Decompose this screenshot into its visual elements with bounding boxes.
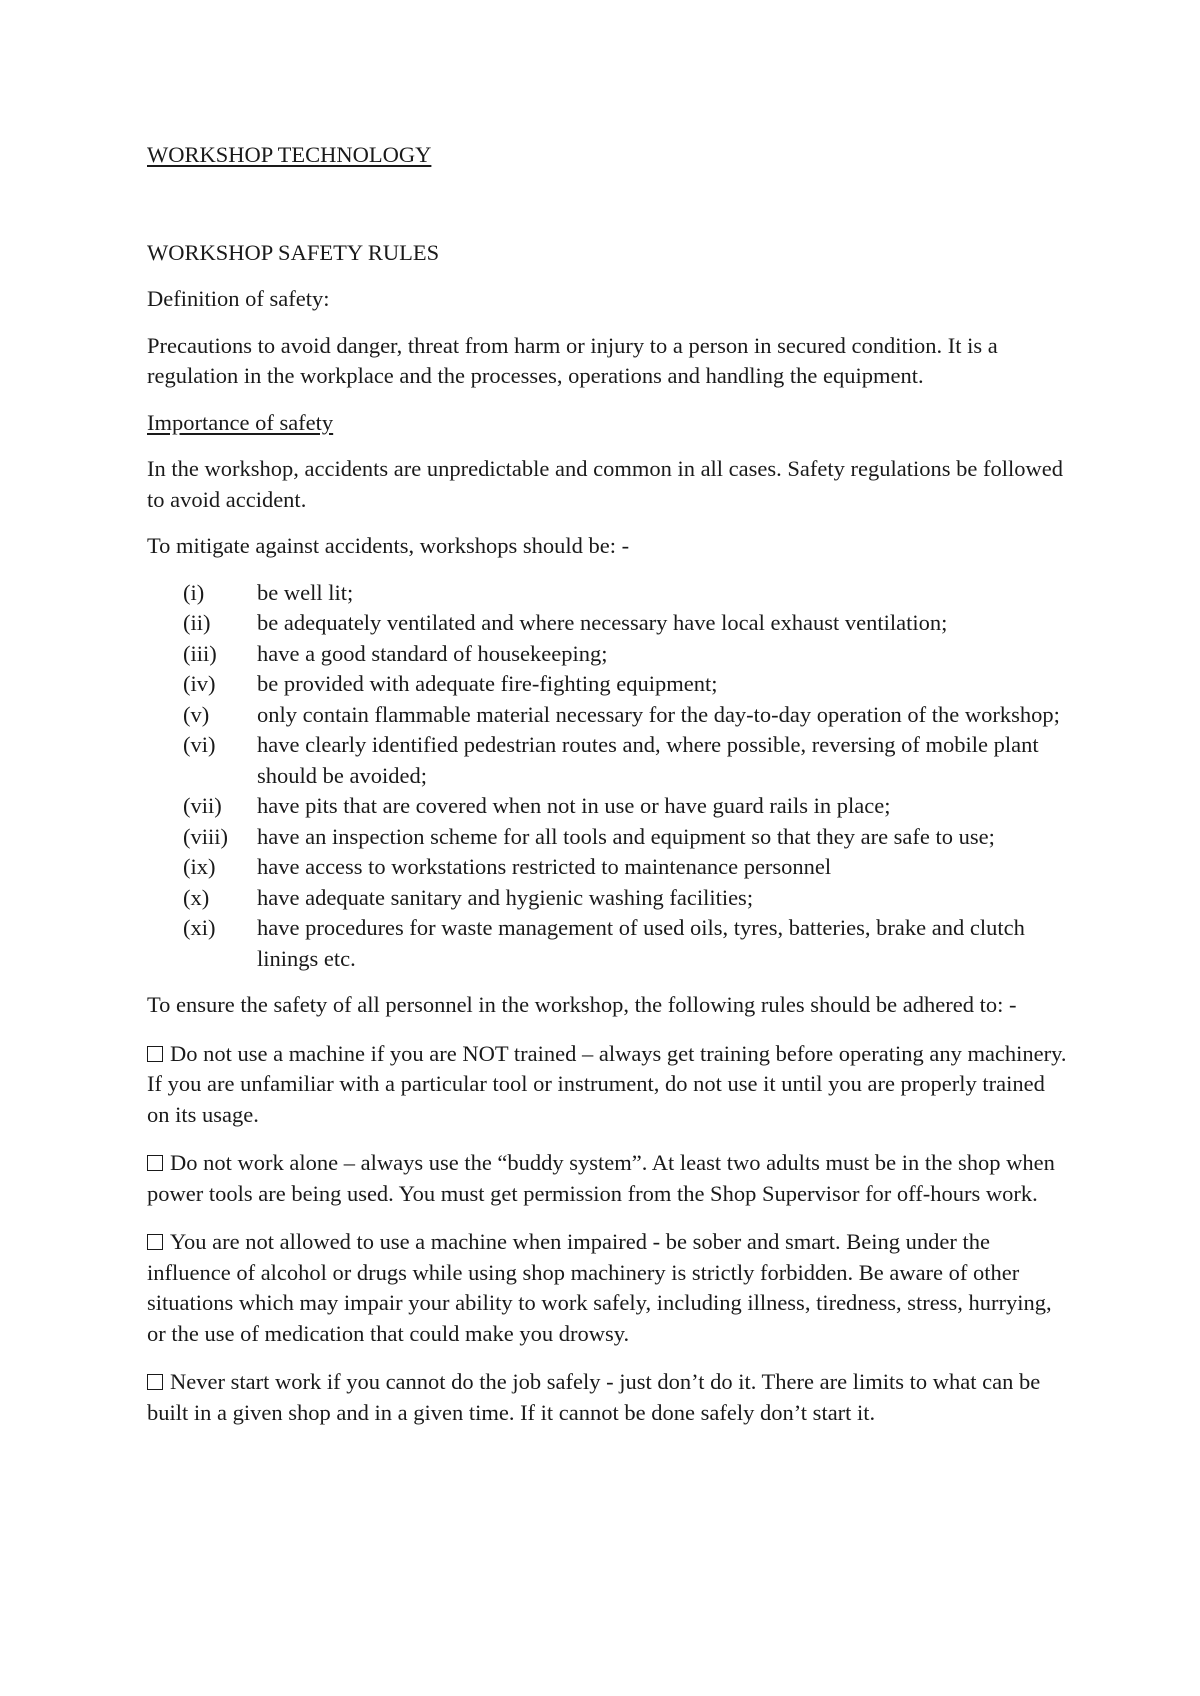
checkbox-icon — [147, 1155, 163, 1171]
list-item — [183, 639, 1067, 670]
list-item — [183, 822, 1067, 853]
list-item-text: only contain flammable material necessary for the day-to-day operation of the workshop; — [257, 701, 1060, 727]
rule-item — [147, 1227, 1067, 1349]
list-item — [183, 578, 1067, 609]
list-item-number: (x) — [183, 884, 210, 910]
list-item-text: be well lit; — [257, 579, 354, 605]
list-item-number: (ii) — [183, 610, 211, 635]
list-item — [183, 700, 1067, 731]
list-item — [183, 730, 1067, 791]
importance-heading: Importance of safety — [147, 409, 334, 435]
rule-item — [147, 1039, 1067, 1131]
list-item-number: (vi) — [183, 732, 216, 757]
checkbox-icon — [147, 1234, 163, 1250]
checkbox-icon — [147, 1046, 163, 1062]
checkbox-icon — [147, 1374, 163, 1390]
definition-text: Precautions to avoid danger, threat from harm or injury to a person in secured condition. It is a regulation in the workplace and the processes, operations and handling the equipment. — [147, 332, 998, 388]
list-item-number: (iv) — [183, 671, 216, 696]
document-page — [147, 140, 1067, 1428]
list-item-number: (v) — [183, 701, 210, 727]
list-item — [183, 791, 1067, 822]
rule-text: Do not work alone – always use the “buddy system”. At least two adults must be in the shop when power tools are being used. You must get permission from the Shop Supervisor for off-hours work. — [147, 1150, 1055, 1206]
list-item-text: have clearly identified pedestrian routes and, where possible, reversing of mobile plant should be avoided; — [257, 732, 1039, 788]
list-item-text: have access to workstations restricted to maintenance personnel — [257, 854, 832, 879]
list-item-number: (iii) — [183, 640, 217, 666]
rules-intro: To ensure the safety of all personnel in the workshop, the following rules should be adhered to: - — [147, 992, 1017, 1017]
list-item — [183, 608, 1067, 639]
requirements-list — [147, 578, 1067, 975]
list-item-text: have an inspection scheme for all tools and equipment so that they are safe to use; — [257, 823, 995, 849]
document-title: WORKSHOP TECHNOLOGY — [147, 142, 432, 167]
list-item — [183, 852, 1067, 883]
rule-item — [147, 1367, 1067, 1428]
list-item-number: (xi) — [183, 915, 216, 940]
importance-text: In the workshop, accidents are unpredictable and common in all cases. Safety regulations be followed to avoid accident. — [147, 456, 1063, 512]
list-item-text: have procedures for waste management of used oils, tyres, batteries, brake and clutch linings etc. — [257, 915, 1025, 971]
list-item-text: have a good standard of housekeeping; — [257, 640, 608, 666]
list-item-text: have adequate sanitary and hygienic washing facilities; — [257, 884, 754, 910]
mitigate-intro: To mitigate against accidents, workshops should be: - — [147, 533, 630, 558]
rule-text: You are not allowed to use a machine when impaired - be sober and smart. Being under the influence of alcohol or drugs while using shop machinery is strictly forbidden. Be aware of other situations which may impair your ability to work safely, including illness, tiredness, stress, hurrying, or the use of medication that could make you drowsy. — [147, 1229, 1052, 1346]
rule-item — [147, 1148, 1067, 1209]
list-item — [183, 913, 1067, 974]
rule-text: Do not use a machine if you are NOT trained – always get training before operating any machinery. If you are unfamiliar with a particular tool or instrument, do not use it until you are properly trained on its usage. — [147, 1040, 1067, 1127]
list-item-number: (vii) — [183, 793, 222, 818]
section-heading: WORKSHOP SAFETY RULES — [147, 239, 440, 265]
list-item-text: be provided with adequate fire-fighting equipment; — [257, 671, 718, 696]
list-item — [183, 669, 1067, 700]
list-item-number: (i) — [183, 579, 205, 605]
list-item-text: be adequately ventilated and where necessary have local exhaust ventilation; — [257, 610, 948, 635]
list-item-number: (viii) — [183, 823, 228, 849]
list-item-number: (ix) — [183, 854, 216, 879]
list-item-text: have pits that are covered when not in use or have guard rails in place; — [257, 793, 891, 818]
rule-text: Never start work if you cannot do the job safely - just don’t do it. There are limits to what can be built in a given shop and in a given time. If it cannot be done safely don’t start it. — [147, 1369, 1041, 1425]
definition-label: Definition of safety: — [147, 286, 330, 311]
list-item — [183, 883, 1067, 914]
